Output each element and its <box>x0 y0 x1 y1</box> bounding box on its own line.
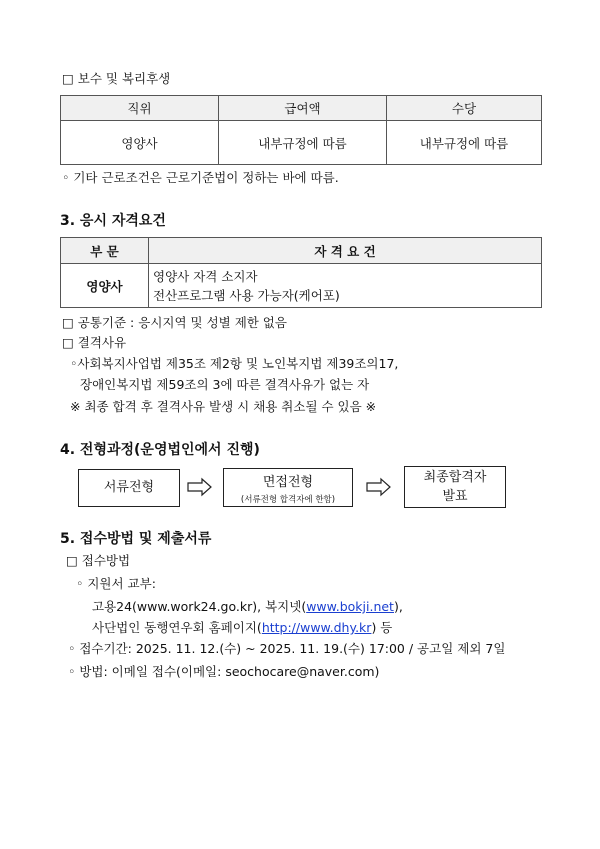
qual-disq-line2: 장애인복지법 제59조의 3에 따른 결격사유가 없는 자 <box>80 377 370 392</box>
section5-heading: 5. 접수방법 및 제출서류 <box>60 531 212 547</box>
dhy-link[interactable]: http://www.dhy.kr <box>261 620 372 635</box>
qual-common: □ 공통기준 : 응시지역 및 성별 제한 없음 <box>62 315 287 330</box>
process-step-interview-label: 면접전형 <box>262 475 314 490</box>
submit-how: ◦ 방법: 이메일 접수(이메일: seochocare@naver.com) <box>68 664 380 679</box>
pay-header-salary: 급여액 <box>219 96 387 121</box>
submit-line2 <box>92 618 392 636</box>
submit-line1-prefix: 고용24(www.work24.go.kr), 복지넷( <box>92 599 307 614</box>
bokji-link[interactable]: www.bokji.net <box>306 599 394 614</box>
pay-heading: □ 보수 및 복리후생 <box>62 71 171 86</box>
submit-line2-suffix: ) 등 <box>371 620 393 635</box>
submit-apply-label: ◦ 지원서 교부: <box>76 576 156 591</box>
submit-period: ◦ 접수기간: 2025. 11. 12.(수) ~ 2025. 11. 19.(수) 17:00 / 공고일 제외 7일 <box>68 641 506 656</box>
arrow-right-icon <box>365 477 393 497</box>
process-step-final-line2: 발표 <box>442 489 468 504</box>
pay-cell-allowance: 내부규정에 따름 <box>387 121 542 165</box>
submit-method-title: □ 접수방법 <box>66 553 131 568</box>
section3-heading: 3. 응시 자격요건 <box>60 213 166 229</box>
arrow-right-icon <box>186 477 214 497</box>
qual-header-dept: 부 문 <box>61 238 149 264</box>
pay-cell-salary: 내부규정에 따름 <box>219 121 387 165</box>
qual-disq-line1: ◦사회복지사업법 제35조 제2항 및 노인복지법 제39조의17, <box>70 356 399 371</box>
qual-header-req: 자 격 요 건 <box>149 238 542 264</box>
qual-cell-dept: 영양사 <box>61 264 149 308</box>
process-step-document <box>78 469 180 507</box>
process-step-document-label: 서류전형 <box>103 480 155 495</box>
process-step-interview <box>223 468 353 507</box>
pay-cell-position: 영양사 <box>61 121 219 165</box>
submit-line1-suffix: ), <box>393 599 403 614</box>
pay-header-position: 직위 <box>61 96 219 121</box>
submit-line2-prefix: 사단법인 동행연우회 홈페이지( <box>92 620 262 635</box>
process-step-final-line1: 최종합격자 <box>423 470 487 485</box>
process-step-interview-sub: (서류전형 합격자에 한함) <box>240 495 336 505</box>
qual-disq-title: □ 결격사유 <box>62 335 127 350</box>
pay-header-allowance: 수당 <box>387 96 542 121</box>
pay-note: ◦ 기타 근로조건은 근로기준법이 정하는 바에 따름. <box>62 170 339 185</box>
section4-heading: 4. 전형과정(운영법인에서 진행) <box>60 442 260 458</box>
qual-table <box>60 237 542 308</box>
submit-line1 <box>92 597 403 615</box>
qual-req-2: 전산프로그램 사용 가능자(케어포) <box>153 287 340 303</box>
qual-cell-req <box>149 264 542 308</box>
qual-req-1: 영양사 자격 소지자 <box>153 268 258 284</box>
process-step-final <box>404 466 506 508</box>
pay-table <box>60 95 542 165</box>
qual-disq-note: ※ 최종 합격 후 결격사유 발생 시 채용 취소될 수 있음 ※ <box>70 399 377 414</box>
